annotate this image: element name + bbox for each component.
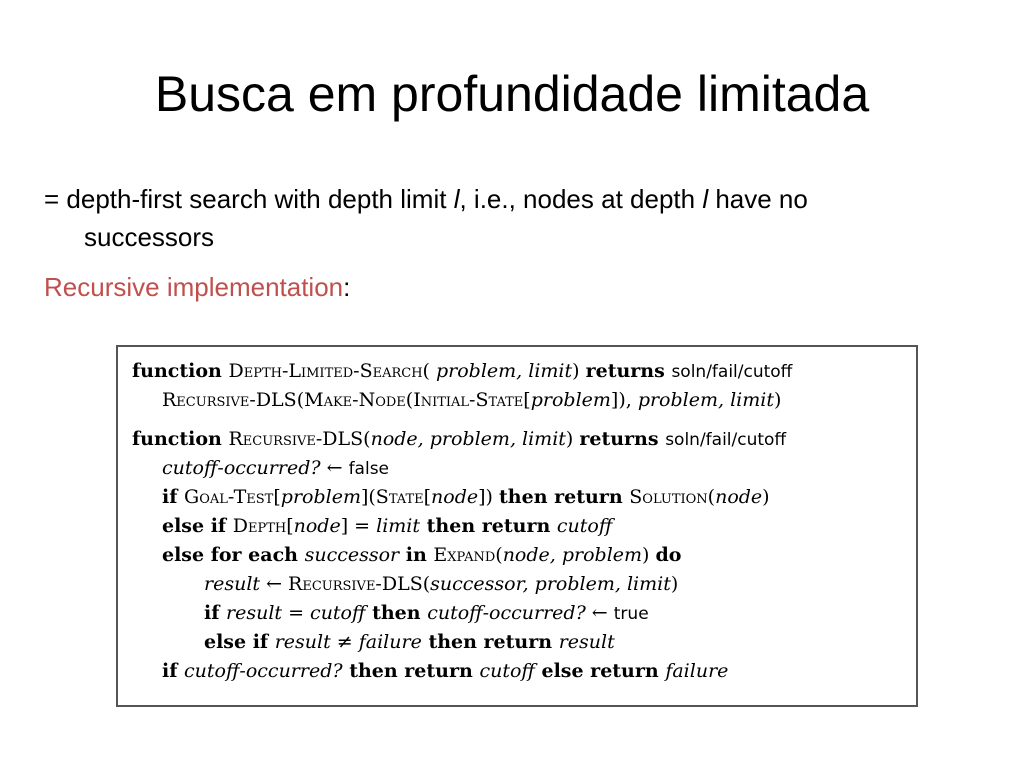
pseudocode-token: ]) <box>478 486 500 508</box>
pseudocode-token: ← <box>585 602 614 624</box>
definition-prefix: = depth-first search with depth limit <box>44 184 454 214</box>
pseudocode-token: soln/fail/cutoff <box>671 362 793 382</box>
pseudocode-token: ) <box>762 486 770 508</box>
recursive-colon: : <box>343 272 351 302</box>
pseudocode-token: [ <box>273 486 281 508</box>
pseudocode-token: Depth-Limited-Search <box>228 360 423 382</box>
pseudocode-token: ( <box>495 544 503 566</box>
pseudocode-token: returns <box>579 428 666 450</box>
definition-middle: , i.e., nodes at depth <box>459 184 703 214</box>
pseudocode-line <box>162 456 389 481</box>
pseudocode-token: successor <box>304 544 400 566</box>
pseudocode-line <box>162 543 681 567</box>
pseudocode-token: node <box>431 486 479 508</box>
pseudocode-token: then return <box>499 486 630 508</box>
pseudocode-token: = <box>282 602 311 624</box>
depth-limit-variable: l <box>453 184 460 214</box>
pseudocode-token: else if <box>204 631 275 653</box>
pseudocode-token: ) <box>773 389 782 411</box>
pseudocode-token: else for each <box>162 544 305 566</box>
pseudocode-token: [ <box>523 389 531 411</box>
pseudocode-token: [ <box>423 486 432 508</box>
pseudocode-token: ] = <box>340 515 377 537</box>
pseudocode-token: [ <box>286 515 294 537</box>
pseudocode-token: returns <box>585 360 672 382</box>
pseudocode-token: then return <box>420 515 557 537</box>
pseudocode-line <box>132 427 786 452</box>
pseudocode-token: true <box>613 604 649 624</box>
pseudocode-token: ( <box>363 428 371 450</box>
pseudocode-token: Depth <box>232 515 287 537</box>
pseudocode-token: then <box>365 602 428 624</box>
pseudocode-token: soln/fail/cutoff <box>665 430 787 450</box>
pseudocode-token: ) <box>572 360 586 382</box>
pseudocode-token: do <box>655 544 682 566</box>
pseudocode-token: then return <box>342 660 480 682</box>
pseudocode-token: if <box>162 660 185 682</box>
pseudocode-token: successor, problem, limit <box>430 573 671 595</box>
definition-line <box>44 180 994 218</box>
pseudocode-token: cutoff <box>310 602 366 624</box>
pseudocode-token: cutoff <box>556 515 613 537</box>
pseudocode-token: problem <box>530 389 611 411</box>
pseudocode-token: problem, limit <box>436 360 573 382</box>
pseudocode-token: ( <box>296 389 305 411</box>
pseudocode-token: problem <box>280 486 361 508</box>
pseudocode-token: cutoff-occurred? <box>162 457 321 479</box>
pseudocode-token: State <box>375 486 424 508</box>
pseudocode-token: ← <box>320 457 349 479</box>
pseudocode-line <box>162 485 770 509</box>
pseudocode-line <box>204 601 649 626</box>
pseudocode-token: then return <box>421 631 559 653</box>
pseudocode-token: Expand <box>433 544 496 566</box>
pseudocode-line <box>204 630 615 654</box>
pseudocode-token: if <box>204 602 227 624</box>
pseudocode-token: ) <box>565 428 580 450</box>
definition-suffix: have no <box>708 184 808 214</box>
pseudocode-line <box>204 572 678 596</box>
pseudocode-token: cutoff-occurred? <box>184 660 343 682</box>
pseudocode-token: else return <box>534 660 666 682</box>
pseudocode-token: if <box>162 486 185 508</box>
pseudocode-token: node <box>293 515 341 537</box>
pseudocode-token: ]( <box>360 486 376 508</box>
pseudocode-token: Solution <box>629 486 708 508</box>
recursive-heading <box>44 268 350 306</box>
pseudocode-token: cutoff-occurred? <box>427 602 586 624</box>
pseudocode-token: failure <box>358 631 422 653</box>
pseudocode-token: result <box>226 602 283 624</box>
definition-paragraph <box>44 180 994 256</box>
pseudocode-token: node <box>715 486 763 508</box>
pseudocode-token: ← <box>260 573 289 595</box>
pseudocode-token: ( <box>422 573 431 595</box>
pseudocode-token: else if <box>162 515 233 537</box>
pseudocode-box <box>116 345 918 707</box>
slide-title: Busca em profundidade limitada <box>154 66 870 122</box>
pseudocode-token: function <box>132 360 229 382</box>
pseudocode-token: limit <box>376 515 421 537</box>
pseudocode-token: ( <box>422 360 436 382</box>
definition-continuation: successors <box>84 222 215 252</box>
pseudocode-line <box>162 659 728 683</box>
pseudocode-token: Make-Node <box>304 389 406 411</box>
pseudocode-token: ) <box>670 573 679 595</box>
pseudocode-token: in <box>399 544 434 566</box>
pseudocode-token: ( <box>707 486 716 508</box>
pseudocode-token: ) <box>642 544 656 566</box>
pseudocode-line <box>162 388 781 412</box>
pseudocode-token: ( <box>405 389 414 411</box>
pseudocode-token: result <box>558 631 615 653</box>
pseudocode-token: ≠ <box>330 631 359 653</box>
pseudocode-token: result <box>274 631 331 653</box>
pseudocode-token: Goal-Test <box>184 486 274 508</box>
pseudocode-token: problem, limit <box>637 389 774 411</box>
pseudocode-token: node, problem, limit <box>370 428 566 450</box>
pseudocode-token: Recursive-DLS <box>288 573 423 595</box>
recursive-label: Recursive implementation <box>44 272 344 302</box>
pseudocode-token: node, problem <box>502 544 643 566</box>
pseudocode-token: Recursive-DLS <box>162 389 297 411</box>
pseudocode-line <box>132 359 792 384</box>
pseudocode-token: ]), <box>610 389 638 411</box>
pseudocode-line <box>162 514 612 538</box>
pseudocode-token: Recursive-DLS <box>228 428 364 450</box>
depth-variable: l <box>702 184 709 214</box>
pseudocode-token: false <box>348 459 390 479</box>
pseudocode-token: failure <box>665 660 729 682</box>
pseudocode-token: function <box>132 428 229 450</box>
pseudocode-token: result <box>204 573 261 595</box>
pseudocode-token: Initial-State <box>413 389 524 411</box>
pseudocode-token: cutoff <box>479 660 535 682</box>
